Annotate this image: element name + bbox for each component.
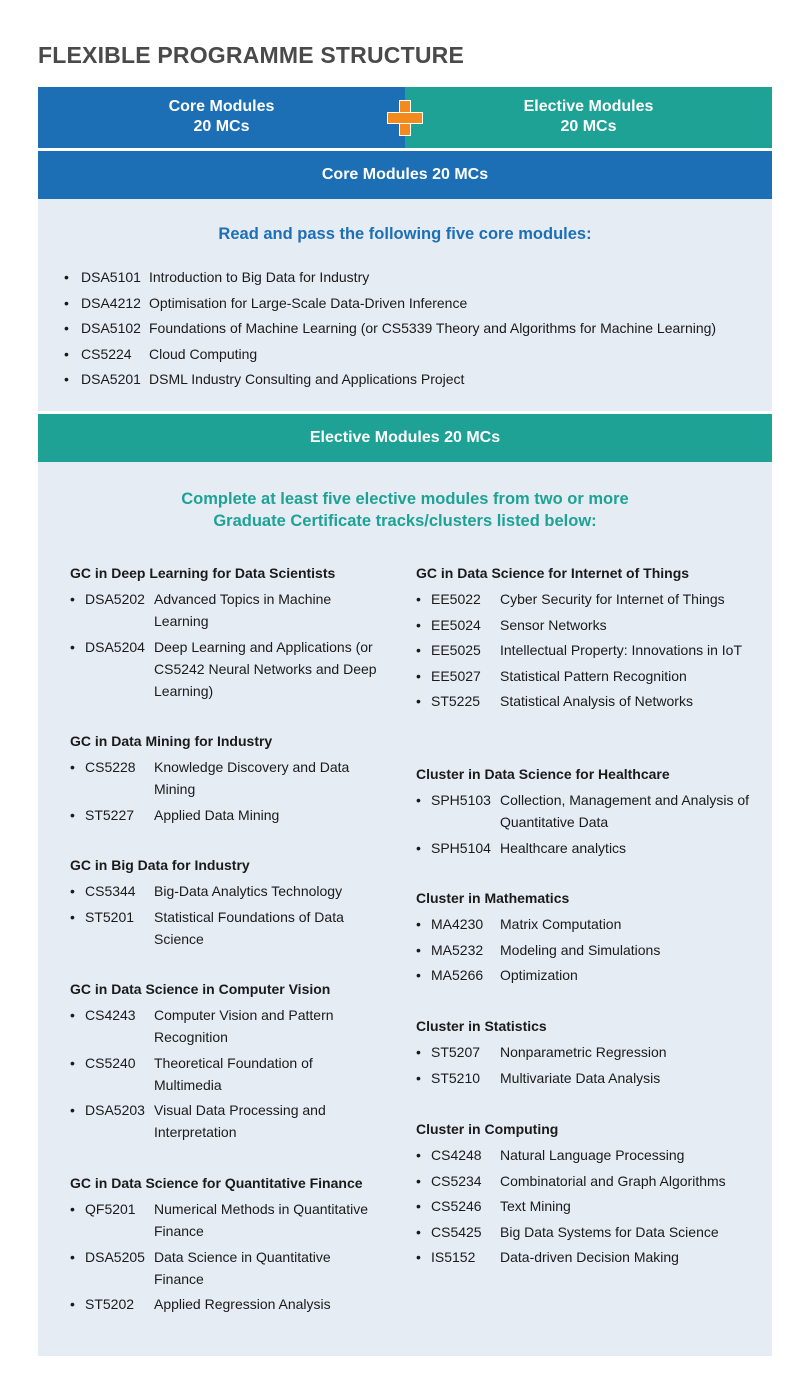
track-module-list	[70, 588, 378, 702]
track-module-list	[70, 1198, 378, 1315]
track-module-item	[70, 1198, 378, 1242]
module-code: ST5210	[431, 1069, 481, 1086]
module-code: CS4248	[431, 1147, 482, 1163]
track-module-item	[70, 1052, 378, 1096]
core-section-title: Core Modules 20 MCs	[321, 166, 489, 183]
bullet-icon: •	[416, 941, 421, 958]
track-module-list	[70, 756, 378, 826]
module-code: DSA5102	[81, 320, 141, 337]
track-module-list	[416, 913, 750, 986]
track-title: Cluster in Mathematics	[416, 890, 570, 906]
module-title: Big-Data Analytics Technology	[154, 883, 343, 899]
module-title: Applied Data Mining	[154, 806, 280, 823]
track-group	[416, 1016, 750, 1092]
module-title: Healthcare analytics	[500, 839, 627, 856]
track-module-item	[70, 1004, 378, 1048]
module-title: Optimization	[500, 967, 578, 983]
footer-spacer	[38, 1356, 772, 1400]
track-module-list	[416, 1041, 750, 1089]
track-group	[416, 563, 750, 716]
elective-instruction-line: Graduate Certificate tracks/clusters listed below:	[213, 512, 597, 530]
track-module-item	[70, 1293, 378, 1315]
track-group	[416, 764, 750, 862]
bullet-icon: •	[416, 1172, 421, 1189]
module-code: CS5344	[85, 883, 136, 899]
bullet-icon: •	[416, 591, 421, 607]
track-group	[416, 888, 750, 990]
track-module-item	[416, 913, 750, 935]
module-title: Introduction to Big Data for Industry	[149, 269, 370, 285]
bullet-icon: •	[70, 1007, 75, 1023]
track-title: Cluster in Data Science for Healthcare	[416, 766, 670, 782]
track-title: Cluster in Statistics	[416, 1018, 547, 1034]
track-module-item	[416, 1067, 750, 1089]
track-group	[416, 1119, 750, 1272]
module-code: EE5022	[431, 591, 481, 607]
module-title: Sensor Networks	[500, 616, 607, 633]
bullet-icon: •	[416, 693, 421, 709]
bullet-icon: •	[416, 1223, 421, 1240]
module-title: Cloud Computing	[149, 345, 258, 362]
bullet-icon: •	[416, 967, 421, 983]
track-module-item	[70, 804, 378, 826]
module-title: Cyber Security for Internet of Things	[500, 591, 725, 607]
track-title: GC in Deep Learning for Data Scientists	[70, 565, 336, 581]
module-code: ST5202	[85, 1296, 135, 1312]
bullet-icon: •	[70, 1102, 75, 1118]
module-code: DSA5204	[85, 638, 145, 655]
bullet-icon: •	[70, 1054, 75, 1071]
module-title: Theoretical Foundation of Multimedia	[154, 1054, 313, 1093]
track-module-item	[416, 1170, 750, 1192]
module-code: DSA5205	[85, 1248, 145, 1265]
track-module-item	[416, 939, 750, 961]
bullet-icon: •	[416, 1044, 421, 1060]
module-title: Big Data Systems for Data Science	[500, 1223, 719, 1240]
track-title: GC in Big Data for Industry	[70, 857, 250, 873]
module-code: CS5228	[85, 759, 136, 775]
track-group	[70, 731, 378, 829]
module-code: DSA5201	[81, 371, 141, 388]
module-title: Data-driven Decision Making	[500, 1249, 679, 1265]
module-code: ST5225	[431, 693, 481, 709]
module-code: CS5234	[431, 1172, 482, 1189]
core-module-list	[64, 266, 716, 394]
module-title: Collection, Management and Analysis of Quantitative Data	[500, 792, 750, 830]
bullet-icon: •	[70, 638, 75, 655]
track-module-item	[70, 588, 378, 632]
plus-icon	[387, 100, 423, 136]
bullet-icon: •	[64, 371, 69, 388]
core-module-item	[64, 343, 716, 369]
track-title: GC in Data Science for Quantitative Finance	[70, 1175, 363, 1191]
bullet-icon: •	[416, 1249, 421, 1265]
track-title: Cluster in Computing	[416, 1121, 559, 1137]
module-code: CS5240	[85, 1054, 136, 1071]
bullet-icon: •	[70, 1296, 75, 1312]
module-title: Intellectual Property: Innovations in IoT	[500, 642, 743, 658]
track-title: GC in Data Mining for Industry	[70, 733, 273, 749]
bullet-icon: •	[70, 759, 75, 775]
track-group	[70, 855, 378, 953]
track-group	[70, 979, 378, 1147]
module-code: DSA4212	[81, 294, 141, 311]
core-module-item	[64, 317, 716, 343]
module-title: Statistical Foundations of Data Science	[154, 908, 344, 947]
core-instruction: Read and pass the following five core modules:	[218, 225, 592, 243]
core-section-header	[38, 151, 772, 199]
module-code: SPH5104	[431, 839, 491, 856]
module-code: CS4243	[85, 1007, 136, 1023]
bullet-icon: •	[64, 345, 69, 362]
track-module-item	[416, 588, 750, 610]
track-module-list	[70, 1004, 378, 1143]
track-module-item	[416, 1246, 750, 1268]
track-module-item	[416, 665, 750, 687]
module-code: DSA5101	[81, 269, 141, 285]
track-group	[70, 1173, 378, 1319]
track-module-item	[416, 837, 750, 859]
track-group	[70, 563, 378, 705]
module-code: QF5201	[85, 1201, 136, 1217]
module-title: Data Science in Quantitative Finance	[154, 1248, 331, 1287]
module-code: IS5152	[431, 1249, 476, 1265]
module-code: CS5246	[431, 1198, 482, 1214]
track-module-item	[70, 756, 378, 800]
structure-banner	[38, 87, 772, 148]
core-module-item	[64, 266, 716, 292]
module-code: MA4230	[431, 916, 484, 932]
bullet-icon: •	[70, 1248, 75, 1265]
elective-modules-summary	[405, 87, 772, 148]
track-title: GC in Data Science for Internet of Things	[416, 565, 690, 581]
module-title: Optimisation for Large-Scale Data-Driven Inference	[149, 294, 468, 311]
module-code: EE5027	[431, 667, 481, 684]
bullet-icon: •	[416, 1069, 421, 1086]
module-title: Advanced Topics in Machine Learning	[154, 591, 332, 629]
elective-summary-label: Elective Modules	[523, 98, 654, 115]
module-code: DSA5202	[85, 591, 145, 607]
track-module-item	[70, 906, 378, 950]
elective-instruction	[38, 488, 772, 532]
module-title: Deep Learning and Applications (or CS5242 Neural Networks and Deep Learning)	[154, 638, 377, 699]
track-module-item	[416, 1041, 750, 1063]
module-code: CS5224	[81, 345, 132, 362]
bullet-icon: •	[416, 667, 421, 684]
bullet-icon: •	[70, 908, 75, 925]
module-code: ST5207	[431, 1044, 481, 1060]
module-title: Applied Regression Analysis	[154, 1296, 331, 1312]
core-summary-label: Core Modules	[168, 98, 275, 115]
elective-instruction-line: Complete at least five elective modules from two or more	[181, 490, 629, 508]
module-title: Computer Vision and Pattern Recognition	[154, 1007, 334, 1045]
bullet-icon: •	[64, 269, 69, 285]
elective-section-title: Elective Modules 20 MCs	[309, 429, 501, 446]
track-module-item	[416, 1144, 750, 1166]
track-module-list	[70, 880, 378, 950]
page-title: FLEXIBLE PROGRAMME STRUCTURE	[38, 42, 464, 68]
module-title: Multivariate Data Analysis	[500, 1069, 661, 1086]
module-title: Combinatorial and Graph Algorithms	[500, 1172, 726, 1189]
module-title: Modeling and Simulations	[500, 941, 661, 958]
module-title: Statistical Analysis of Networks	[500, 693, 693, 709]
bullet-icon: •	[70, 883, 75, 899]
bullet-icon: •	[416, 1198, 421, 1214]
track-module-item	[70, 880, 378, 902]
module-title: Nonparametric Regression	[500, 1044, 667, 1060]
track-module-item	[416, 964, 750, 986]
core-module-item	[64, 368, 716, 394]
bullet-icon: •	[70, 591, 75, 607]
elective-summary-credits: 20 MCs	[560, 118, 617, 135]
module-code: DSA5203	[85, 1102, 145, 1118]
bullet-icon: •	[416, 616, 421, 633]
module-title: Statistical Pattern Recognition	[500, 667, 687, 684]
bullet-icon: •	[64, 294, 69, 311]
bullet-icon: •	[70, 1201, 75, 1217]
module-title: Visual Data Processing and Interpretation	[154, 1102, 326, 1140]
bullet-icon: •	[416, 792, 421, 808]
module-code: EE5024	[431, 616, 481, 633]
track-module-list	[416, 1144, 750, 1268]
module-code: ST5227	[85, 806, 135, 823]
bullet-icon: •	[416, 642, 421, 658]
bullet-icon: •	[64, 320, 69, 337]
track-module-item	[416, 614, 750, 636]
track-module-item	[416, 690, 750, 712]
module-code: SPH5103	[431, 792, 491, 808]
track-module-item	[416, 1221, 750, 1243]
core-summary-credits: 20 MCs	[193, 118, 250, 135]
module-title: Knowledge Discovery and Data Mining	[154, 759, 350, 797]
track-module-item	[70, 1099, 378, 1143]
track-module-item	[416, 789, 750, 833]
track-module-item	[70, 1246, 378, 1290]
module-title: Numerical Methods in Quantitative Finance	[154, 1201, 368, 1239]
bullet-icon: •	[70, 806, 75, 823]
track-module-list	[416, 588, 750, 712]
track-module-item	[416, 1195, 750, 1217]
track-module-item	[416, 639, 750, 661]
bullet-icon: •	[416, 916, 421, 932]
bullet-icon: •	[416, 839, 421, 856]
core-module-item	[64, 292, 716, 318]
track-module-list	[416, 789, 750, 859]
core-modules-summary	[38, 87, 405, 148]
track-title: GC in Data Science in Computer Vision	[70, 981, 331, 997]
module-title: Foundations of Machine Learning (or CS5339 Theory and Algorithms for Machine Learning)	[149, 320, 717, 337]
module-title: Text Mining	[500, 1198, 571, 1214]
module-code: MA5232	[431, 941, 484, 958]
module-code: CS5425	[431, 1223, 482, 1240]
module-title: Natural Language Processing	[500, 1147, 685, 1163]
track-module-item	[70, 636, 378, 702]
module-code: ST5201	[85, 908, 135, 925]
module-title: DSML Industry Consulting and Applications Project	[149, 371, 465, 388]
module-code: EE5025	[431, 642, 481, 658]
module-title: Matrix Computation	[500, 916, 622, 932]
module-code: MA5266	[431, 967, 484, 983]
elective-section-header	[38, 414, 772, 462]
bullet-icon: •	[416, 1147, 421, 1163]
